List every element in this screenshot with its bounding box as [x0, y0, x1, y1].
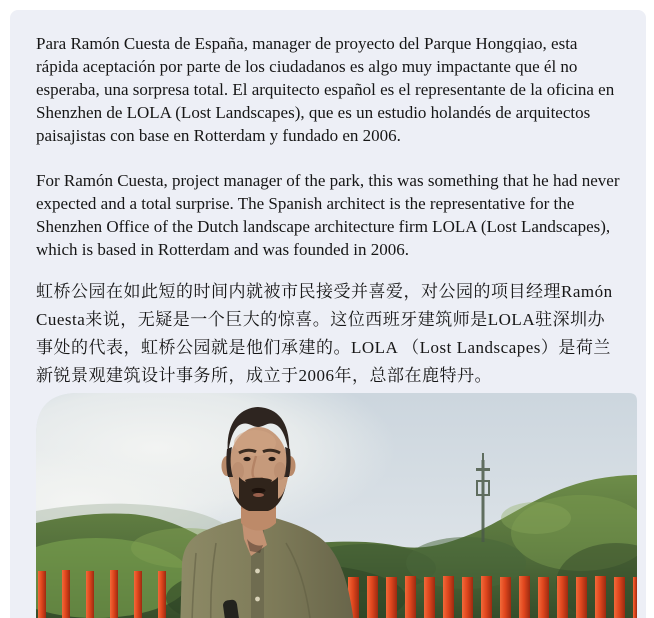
article-photo [36, 393, 637, 618]
paragraph-chinese: 虹桥公园在如此短的时间内就被市民接受并喜爱，对公园的项目经理Ramón Cuesta来说，无疑是一个巨大的惊喜。这位西班牙建筑师是LOLA驻深圳办事处的代表，虹桥公园就是他们承建的。LOLA （Lost Landscapes）是荷兰新锐景观建筑设计事务所，成立于2006年，总部在鹿特丹。 [36, 282, 613, 385]
photo-illustration [36, 393, 637, 618]
paragraph-english: For Ramón Cuesta, project manager of the park, this was something that he had never expected and a total surprise. The Spanish architect is the representative for the Shenzhen Office of the Dutch landscape architecture firm LOLA (Lost Landscapes), which is based in Rotterdam and was founded in 2006. [36, 171, 620, 259]
mouth [252, 488, 266, 493]
lower-lip [253, 493, 264, 497]
paragraph-spanish: Para Ramón Cuesta de España, manager de proyecto del Parque Hongqiao, esta rápida aceptación por parte de los ciudadanos es algo muy impactante que él no esperaba, una sorpresa total. El arquitecto español es el representante de la oficina en Shenzhen de LOLA (Lost Landscapes), que es un estudio holandés de arquitectos paisajistas con base en Rotterdam y fundado en 2006. [36, 34, 615, 145]
